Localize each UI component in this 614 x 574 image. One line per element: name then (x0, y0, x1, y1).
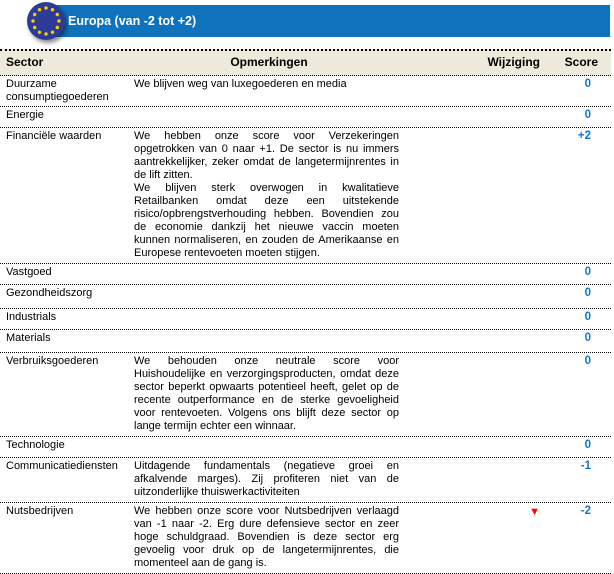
col-header-score: Score (564, 55, 598, 69)
sector-name: Gezondheidszorg (6, 287, 93, 299)
sector-score: 0 (584, 109, 591, 121)
sector-name: Vastgoed (6, 266, 52, 278)
col-header-sector: Sector (6, 55, 44, 69)
col-header-opmerkingen: Opmerkingen (230, 55, 308, 69)
table-row (0, 437, 611, 458)
col-header-wijziging: Wijziging (487, 55, 540, 69)
table-row (0, 330, 611, 353)
sector-comment (133, 330, 405, 352)
change-cell (405, 264, 540, 284)
sector-comment (133, 285, 405, 308)
sector-score: 0 (584, 311, 591, 323)
sector-score: 0 (584, 332, 591, 344)
table-row (0, 353, 611, 437)
sector-score: -2 (580, 505, 591, 517)
change-cell (405, 128, 540, 263)
down-triangle-icon: ▼ (529, 506, 540, 518)
sector-name: Materials (6, 332, 51, 344)
change-cell (405, 309, 540, 329)
table-row (0, 458, 611, 503)
table-row (0, 76, 611, 107)
change-cell (405, 107, 540, 127)
change-cell (405, 76, 540, 106)
sector-comment (133, 309, 405, 329)
change-cell (405, 285, 540, 308)
sector-score: 0 (584, 78, 591, 90)
sector-comment: We hebben onze score voor Verzekeringen opgetrokken van 0 naar +1. De sector is nu immers aantrekkelijker, zeker omdat de langetermijnrentes in de lift zitten. We blijven sterk overwogen in kwalitatieve Retailbanken omdat deze een uitstekende risico/opbrengstverhouding hebben. Bovendien zou de economie dankzij het nieuwe vaccin moeten kunnen normaliseren, en zouden de Amerikaanse en Europese rentevoeten moeten stijgen. (134, 130, 399, 259)
sector-score: +2 (577, 130, 591, 142)
sector-name: Duurzame consumptiegoederen (6, 78, 109, 103)
sector-score: 0 (584, 355, 591, 367)
page-title: Europa (van -2 tot +2) (68, 14, 197, 28)
eu-flag-icon (27, 2, 65, 40)
change-cell (405, 330, 540, 352)
table-row (0, 264, 611, 285)
sector-name: Financiële waarden (6, 130, 102, 142)
table-row (0, 309, 611, 330)
sector-comment: We hebben onze score voor Nutsbedrijven verlaagd van -1 naar -2. Erg dure defensieve sector en zeer hoge schuldgraad. Bovendien is deze sector erg gevoelig voor druk op de langetermijnrentes, die momenteel aan de gang is. (134, 505, 399, 569)
sector-score: -1 (580, 460, 591, 472)
table-row (0, 107, 611, 128)
table-body (0, 76, 611, 574)
change-cell (405, 353, 540, 436)
sector-comment (133, 264, 405, 284)
sector-name: Industrials (6, 311, 57, 323)
sector-name: Energie (6, 109, 44, 121)
title-bar (36, 5, 610, 37)
sector-comment: Uitdagende fundamentals (negatieve groei en afkalvende marges). Zij profiteren niet van de uitzonderlijke thuiswerkactiviteiten (134, 460, 399, 498)
table-row (0, 128, 611, 264)
sector-table (0, 49, 611, 574)
change-cell (405, 437, 540, 457)
change-cell (405, 458, 540, 502)
sector-score: 0 (584, 287, 591, 299)
sector-name: Communicatiediensten (6, 460, 118, 472)
sector-comment (133, 107, 405, 127)
table-header-row (0, 49, 611, 76)
sector-name: Technologie (6, 439, 65, 451)
change-cell (405, 503, 540, 573)
sector-name: Verbruiksgoederen (6, 355, 99, 367)
table-row (0, 285, 611, 309)
sector-comment: We blijven weg van luxegoederen en media (134, 78, 347, 90)
sector-comment: We behouden onze neutrale score voor Huishoudelijke en verzorgingsproducten, omdat deze sector beperkt opwaarts potentieel heeft, gelet op de recente outperformance en de sterke gevoeligheid voor rentevoeten. Volgens ons blijft deze sector op lange termijn echter een winnaar. (134, 355, 399, 432)
sector-comment (133, 437, 405, 457)
sector-score: 0 (584, 266, 591, 278)
sector-name: Nutsbedrijven (6, 505, 74, 517)
sector-score: 0 (584, 439, 591, 451)
table-row (0, 503, 611, 574)
